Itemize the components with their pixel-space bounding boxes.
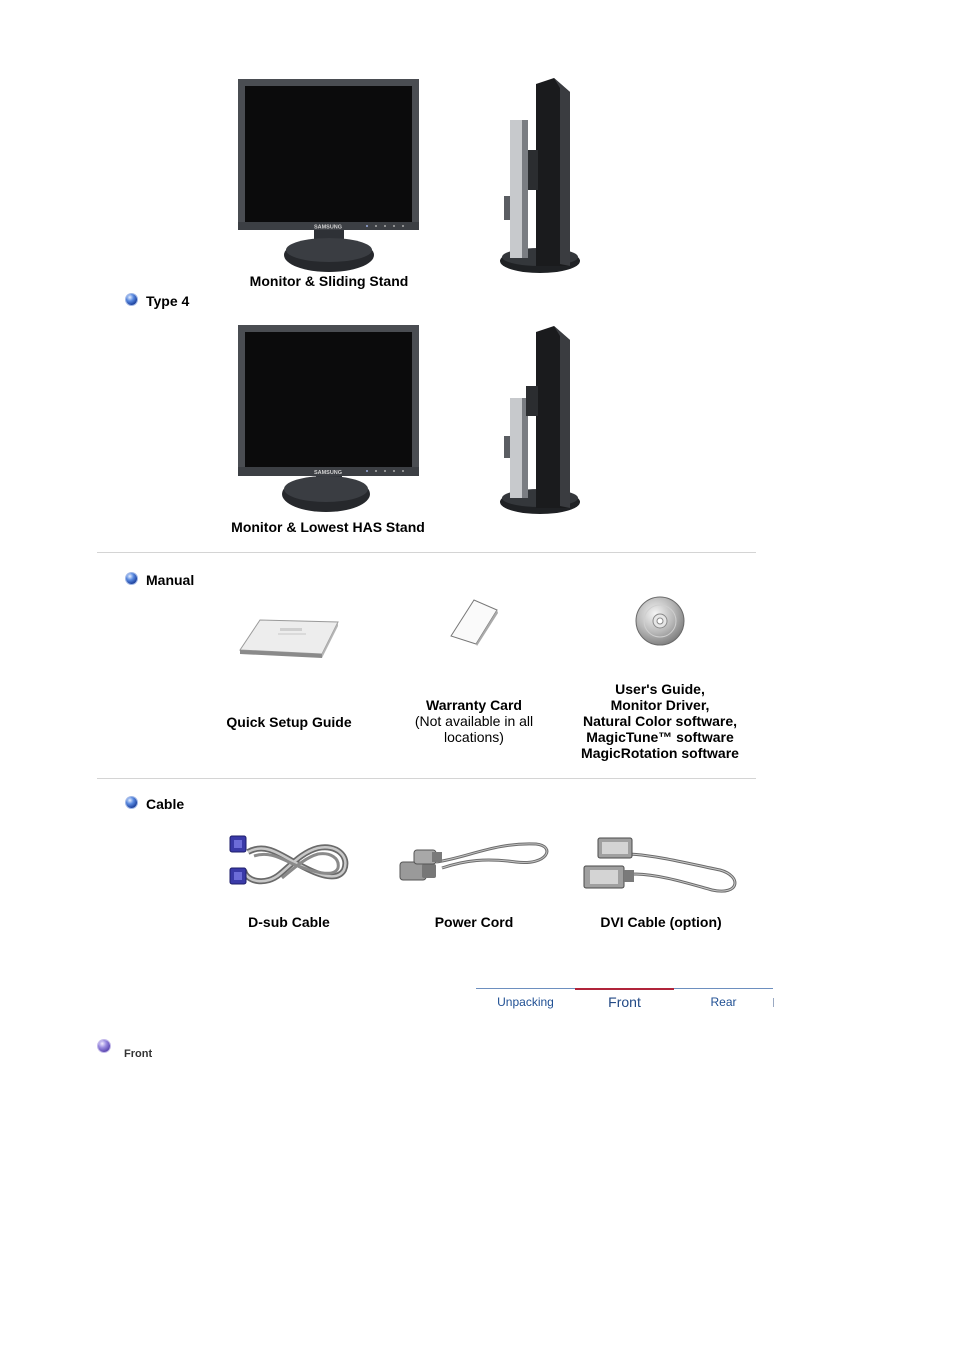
monitor-sliding-stand-side-image: [498, 78, 584, 276]
tab-separator: [773, 998, 774, 1007]
dvi-cable-image: [580, 834, 740, 896]
purple-sphere-bullet-icon: [98, 1040, 110, 1052]
d-sub-cable-caption: D-sub Cable: [248, 914, 330, 930]
warranty-card-title: Warranty Card: [426, 697, 522, 713]
quick-setup-guide-image: [236, 616, 342, 662]
tab-rear[interactable]: [674, 988, 773, 1014]
software-cd-line: User's Guide,: [615, 681, 705, 697]
type4-section-title: Type 4: [146, 293, 190, 309]
power-cord-caption: Power Cord: [434, 914, 514, 930]
monitor-sliding-stand-caption: Monitor & Sliding Stand: [249, 273, 409, 289]
footer-front-label: Front: [124, 1048, 153, 1060]
warranty-card-image: [448, 598, 500, 646]
warranty-card-note-1: (Not available in all: [414, 713, 534, 729]
warranty-card-caption: [398, 697, 550, 745]
blue-sphere-bullet-icon: [126, 797, 137, 808]
d-sub-cable-image: [226, 832, 352, 894]
tab-front-label: Front: [608, 994, 641, 1010]
warranty-card-note-2: locations): [444, 729, 504, 745]
section-divider: [97, 778, 756, 779]
quick-setup-guide-caption: Quick Setup Guide: [226, 714, 352, 730]
manual-section-title: Manual: [146, 572, 195, 588]
blue-sphere-bullet-icon: [126, 573, 137, 584]
dvi-cable-caption: DVI Cable (option): [600, 914, 722, 930]
software-cd-caption: [570, 681, 750, 761]
monitor-lowest-has-stand-side-image: [498, 326, 584, 516]
section-divider: [97, 552, 756, 553]
software-cd-line: Natural Color software,: [582, 713, 738, 729]
software-cd-image: [634, 595, 686, 647]
tab-front[interactable]: [575, 988, 674, 1014]
power-cord-image: [396, 838, 552, 890]
page-nav-tabs: [476, 988, 774, 1014]
software-cd-line: Monitor Driver,: [610, 697, 710, 713]
blue-sphere-bullet-icon: [126, 294, 137, 305]
cable-section-title: Cable: [146, 796, 185, 812]
monitor-lowest-has-stand-front-image: [236, 324, 422, 516]
monitor-sliding-stand-front-image: [236, 78, 422, 274]
tab-rear-label: Rear: [710, 995, 737, 1009]
monitor-brand-text: SAMSUNG: [313, 224, 343, 231]
monitor-lowest-has-stand-caption: Monitor & Lowest HAS Stand: [231, 519, 425, 535]
software-cd-line: MagicTune™ software: [586, 729, 734, 745]
software-cd-line: MagicRotation software: [581, 745, 739, 761]
monitor-brand-text: SAMSUNG: [313, 470, 343, 476]
tab-unpacking-label: Unpacking: [497, 995, 554, 1009]
tab-unpacking[interactable]: [476, 988, 575, 1014]
